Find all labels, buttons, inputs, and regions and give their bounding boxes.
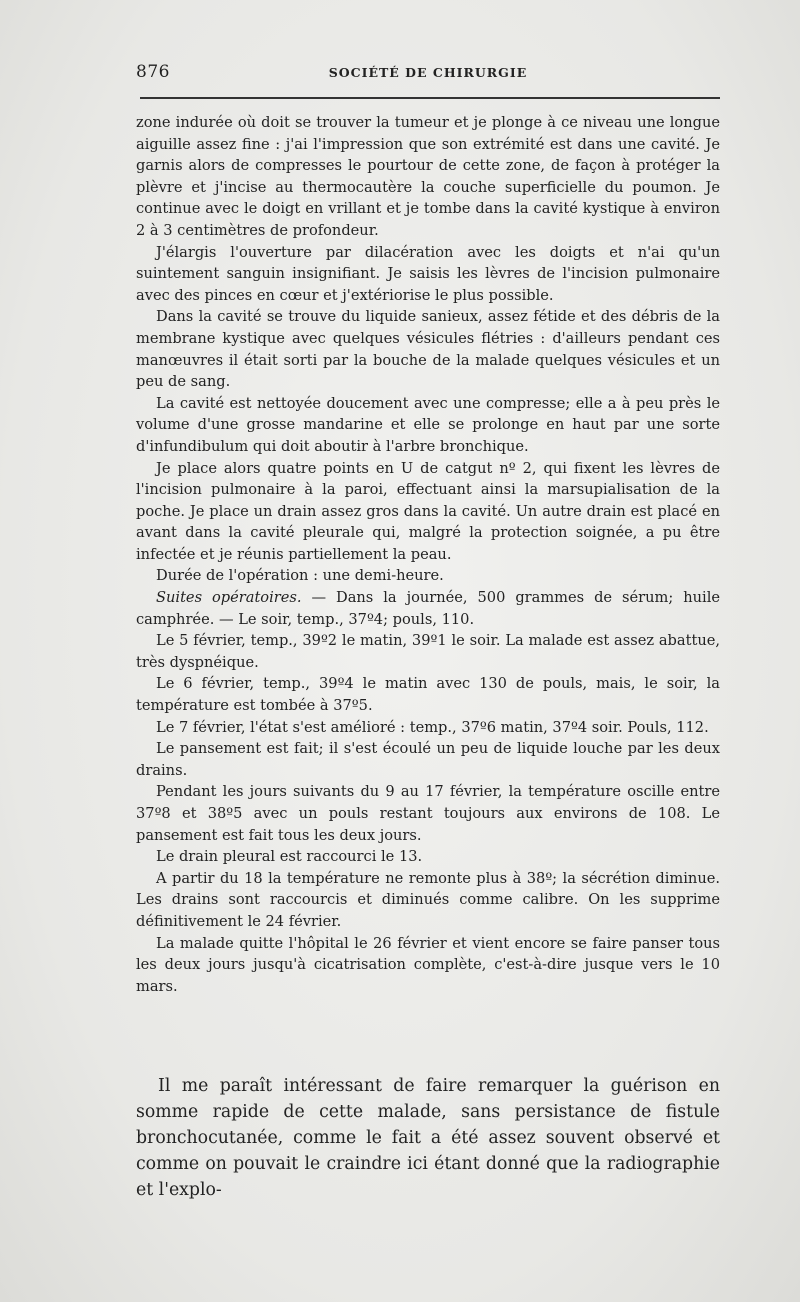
- paragraph: Le 6 février, temp., 39º4 le matin avec 130 de pouls, mais, le soir, la température est tombée à 37º5.: [136, 675, 720, 715]
- paragraph: Le 7 février, l'état s'est amélioré : temp., 37º6 matin, 37º4 soir. Pouls, 112.: [156, 718, 709, 736]
- suites-text: — Dans la journée, 500 grammes de sérum; huile camphrée. — Le soir, temp., 37º4; pouls, 110.: [136, 589, 720, 628]
- conclusion-paragraph: Il me paraît intéressant de faire remarquer la guérison en somme rapide de cette malade, sans persistance de fistule bronchocutanée, comme le fait a été assez souvent observé et comme on pouvait le craindre ici étant donné que la radiographie et l'explo-: [136, 1076, 720, 1200]
- paragraph: Dans la cavité se trouve du liquide sanieux, assez fétide et des débris de la membrane kystique avec quelques vésicules flétries : d'ailleurs pendant ces manœuvres il était sorti par la bouche de la malade quelques vésicules et un peu de sang.: [136, 308, 720, 391]
- header-rule: [140, 97, 720, 99]
- suites-paragraph: [136, 587, 720, 630]
- paragraph: Le drain pleural est raccourci le 13.: [156, 848, 423, 866]
- suites-label: Suites opératoires.: [156, 589, 302, 607]
- running-title: SOCIÉTÉ DE CHIRURGIE: [328, 65, 528, 80]
- case-report-body: [136, 112, 720, 997]
- paragraph: zone indurée où doit se trouver la tumeur et je plonge à ce niveau une longue aiguille assez fine : j'ai l'impression que son extrémité est dans une cavité. Je garnis alors de compresses le pourtour de cette zone, de façon à protéger la plèvre et j'incise au thermocautère la couche superficielle du poumon. Je continue avec le doigt en vrillant et je tombe dans la cavité kystique à environ 2 à 3 centimètres de profondeur.: [136, 114, 720, 239]
- paragraph: Durée de l'opération : une demi-heure.: [156, 567, 444, 585]
- paragraph: J'élargis l'ouverture par dilacération avec les doigts et n'ai qu'un suintement sanguin insignifiant. Je saisis les lèvres de l'incision pulmonaire avec des pinces en cœur et j'extériorise le plus possible.: [136, 243, 720, 304]
- page-number: 876: [136, 62, 170, 82]
- page-header: [136, 62, 720, 84]
- paragraph: La cavité est nettoyée doucement avec une compresse; elle a à peu près le volume d'une grosse mandarine et elle se prolonge en haut par une sorte d'infundibulum qui doit aboutir à l'arbre bronchique.: [136, 394, 720, 455]
- paragraph: Le pansement est fait; il s'est écoulé un peu de liquide louche par les deux drains.: [136, 740, 720, 779]
- paragraph: Pendant les jours suivants du 9 au 17 février, la température oscille entre 37º8 et 38º5 avec un pouls restant toujours aux environs de 108. Le pansement est fait tous les deux jours.: [136, 783, 720, 844]
- paragraph: A partir du 18 la température ne remonte plus à 38º; la sécrétion diminue. Les drains sont raccourcis et diminués comme calibre. On les supprime définitivement le 24 février.: [136, 869, 720, 930]
- paragraph: Je place alors quatre points en U de catgut nº 2, qui fixent les lèvres de l'incision pulmonaire à la paroi, effectuant ainsi la marsupialisation de la poche. Je place un drain assez gros dans la cavité. Un autre drain est placé en avant dans la cavité pleurale qui, malgré la protection soignée, a pu être infectée et je réunis partiellement la peau.: [136, 459, 720, 563]
- paragraph: Le 5 février, temp., 39º2 le matin, 39º1 le soir. La malade est assez abattue, très dyspnéique.: [136, 632, 720, 671]
- paragraph: La malade quitte l'hôpital le 26 février et vient encore se faire panser tous les deux jours jusqu'à cicatrisation complète, c'est-à-dire jusque vers le 10 mars.: [136, 934, 720, 995]
- discussion-body: [136, 1073, 720, 1203]
